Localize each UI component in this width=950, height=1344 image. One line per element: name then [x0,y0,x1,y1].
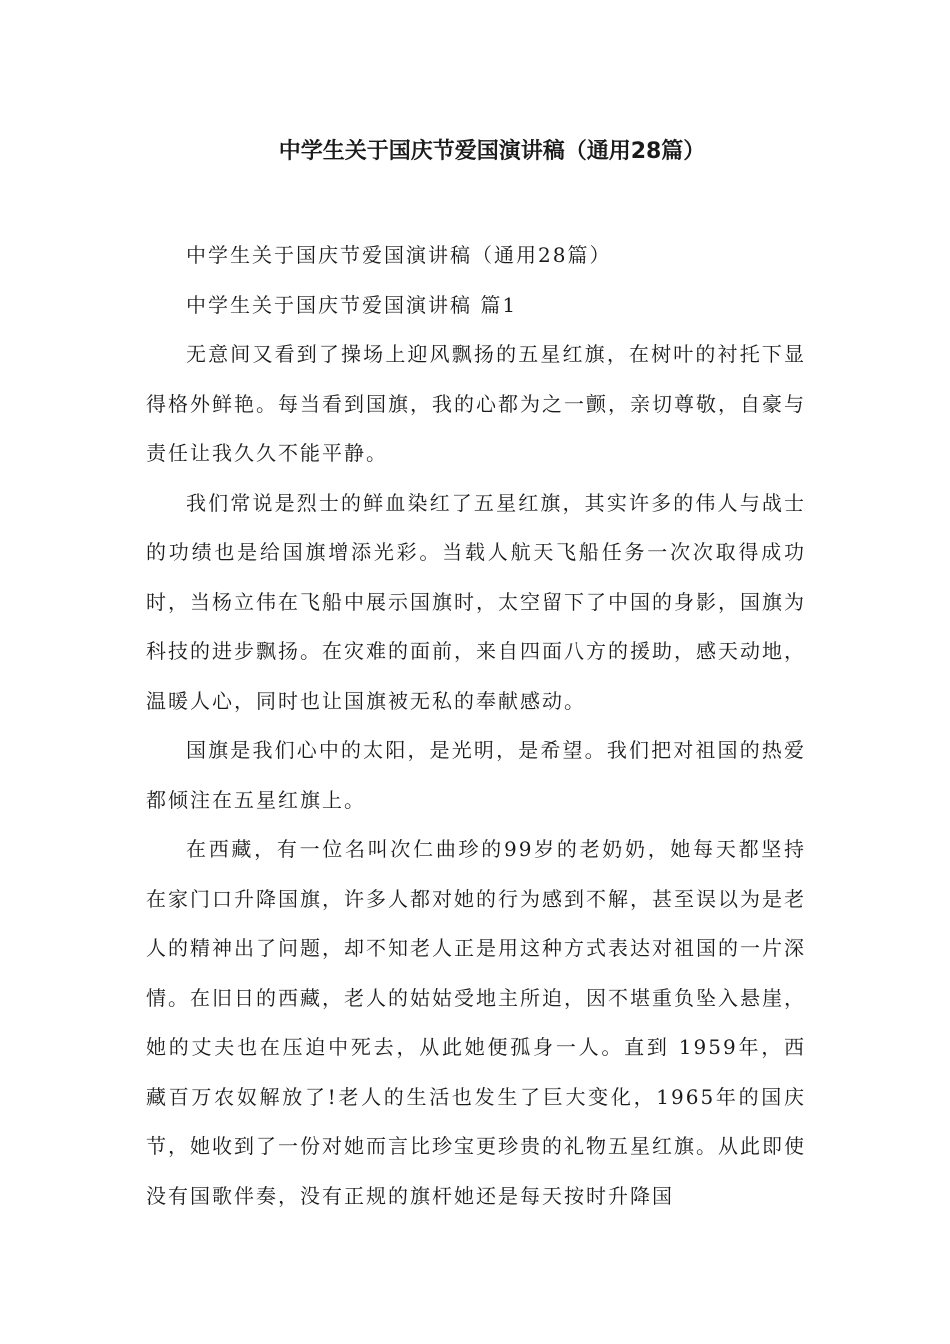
subtitle-paragraph: 中学生关于国庆节爱国演讲稿（通用28篇） [186,243,612,267]
body-paragraph: 我们常说是烈士的鲜血染红了五星红旗，其实许多的伟人与战士的功绩也是给国旗增添光彩。当载人航天飞船任务一次次取得成功时，当杨立伟在飞船中展示国旗时，太空留下了中国的身影，国旗为科技的进步飘扬。在灾难的面前，来自四面八方的援助，感天动地，温暖人心，同时也让国旗被无私的奉献感动。 [146,490,806,713]
body-paragraph: 在西藏，有一位名叫次仁曲珍的99岁的老奶奶，她每天都坚持在家门口升降国旗，许多人都对她的行为感到不解，甚至误以为是老人的精神出了问题，却不知老人正是用这种方式表达对祖国的一片深情。在旧日的西藏，老人的姑姑受地主所迫，因不堪重负坠入悬崖，她的丈夫也在压迫中死去，从此她便孤身一人。直到 1959年，西藏百万农奴解放了!老人的生活也发生了巨大变化，1965年的国庆节，她收到了一份对她而言比珍宝更珍贵的礼物五星红旗。从此即使没有国歌伴奏，没有正规的旗杆她还是每天按时升降国 [146,837,806,1208]
section-heading: 中学生关于国庆节爱国演讲稿 篇1 [186,292,518,317]
body-paragraph: 国旗是我们心中的太阳，是光明，是希望。我们把对祖国的热爱都倾注在五星红旗上。 [146,738,806,812]
page-title: 中学生关于国庆节爱国演讲稿（通用28篇） [278,139,706,164]
document-body [146,231,806,1221]
body-paragraph: 无意间又看到了操场上迎风飘扬的五星红旗，在树叶的衬托下显得格外鲜艳。每当看到国旗，我的心都为之一颤，亲切尊敬，自豪与责任让我久久不能平静。 [146,342,806,465]
